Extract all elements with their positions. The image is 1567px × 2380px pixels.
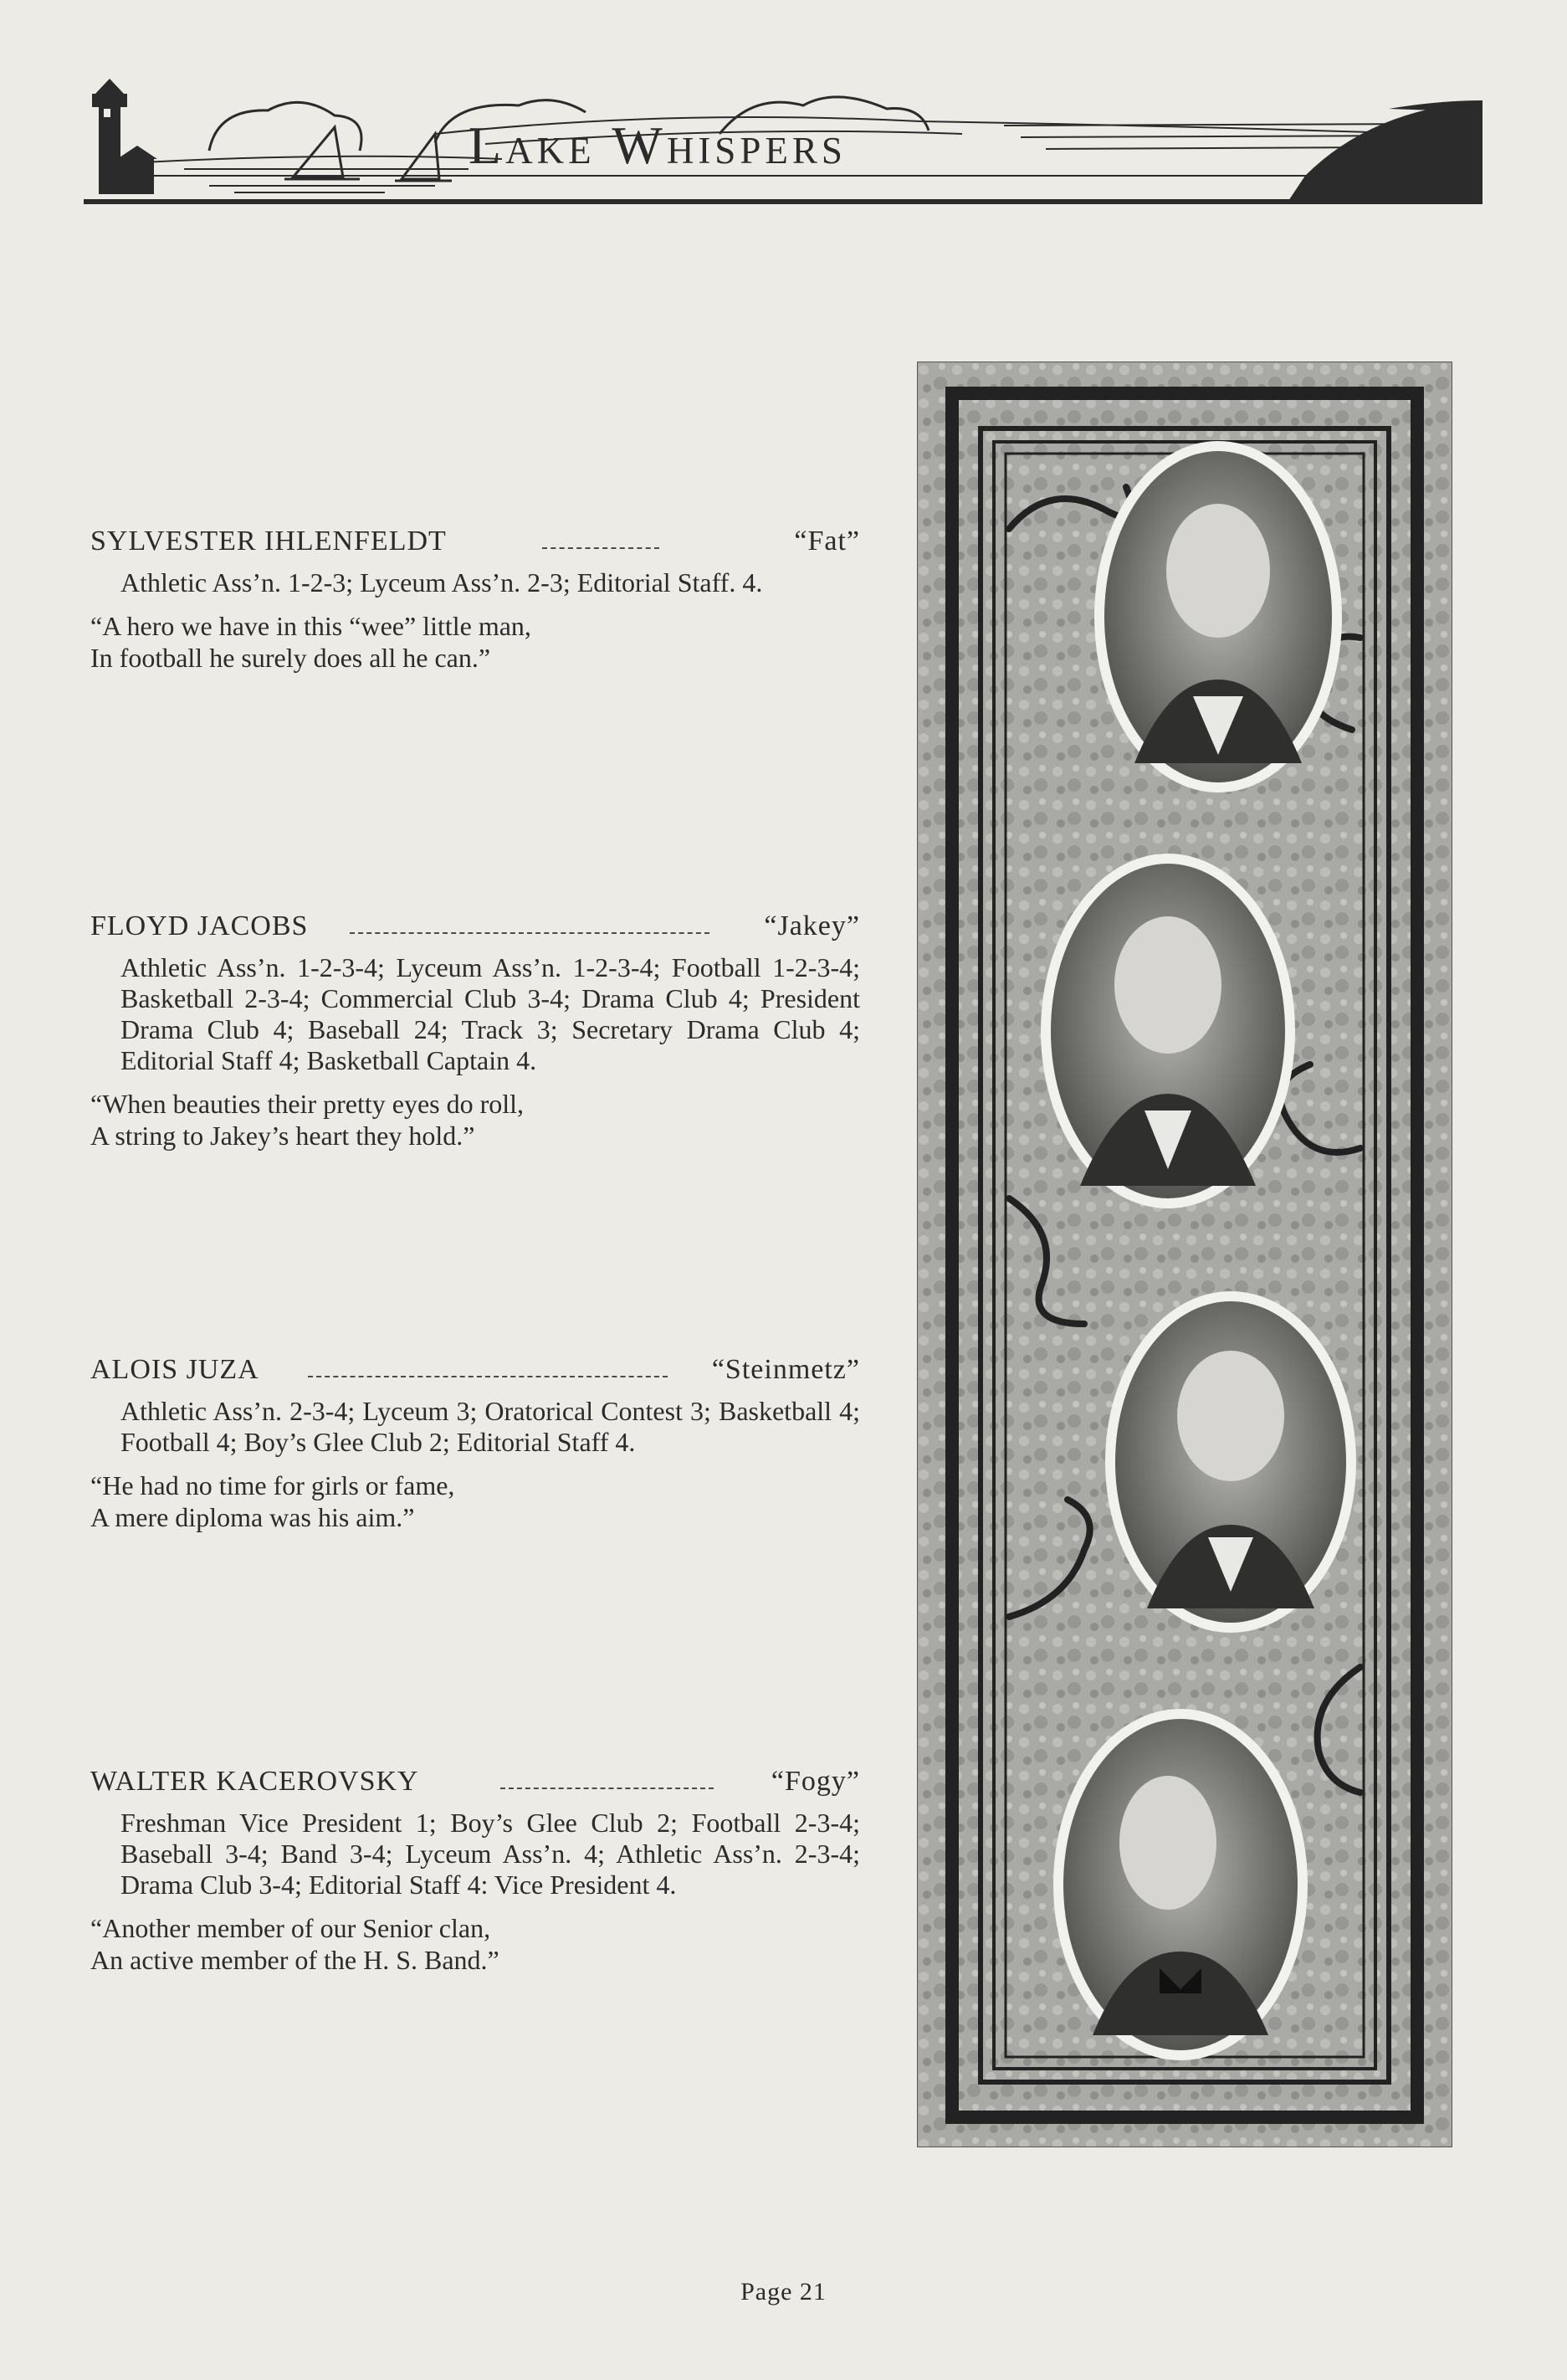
verse-line: An active member of the H. S. Band.” bbox=[90, 1945, 499, 1975]
student-nickname: “Steinmetz” bbox=[711, 1354, 860, 1385]
student-nickname: “Fat” bbox=[794, 526, 860, 557]
verse bbox=[90, 1088, 860, 1152]
student-nickname: “Fogy” bbox=[771, 1766, 860, 1797]
portrait-photo bbox=[1105, 1291, 1356, 1633]
verse-line: “He had no time for girls or fame, bbox=[90, 1470, 455, 1500]
dotted-leader bbox=[500, 1788, 714, 1789]
activity-record: Athletic Ass’n. 1-2-3-4; Lyceum Ass’n. 1-2-3-4; Football 1-2-3-4; Basketball 2-3-4; Commercial Club 3-4; Drama Club 4; President Drama Club 4; Baseball 24; Track 3; Secretary Drama Club 4; Editorial Staff 4; Basketball Captain 4. bbox=[120, 952, 860, 1075]
student-entry bbox=[90, 1351, 860, 1533]
verse-line: “When beauties their pretty eyes do roll, bbox=[90, 1089, 525, 1119]
sailboat-icon bbox=[284, 127, 360, 179]
portrait-photo bbox=[1041, 854, 1295, 1208]
dotted-leader bbox=[308, 1376, 668, 1377]
verse bbox=[90, 1470, 860, 1533]
banner-title: Lake Whispers bbox=[469, 115, 847, 175]
dotted-leader bbox=[350, 932, 709, 934]
page-number: Page 21 bbox=[740, 2278, 827, 2306]
verse bbox=[90, 610, 860, 674]
student-entry bbox=[90, 1762, 860, 1976]
verse-line: In football he surely does all he can.” bbox=[90, 643, 491, 673]
student-nickname: “Jakey” bbox=[764, 910, 860, 941]
activity-record: Freshman Vice President 1; Boy’s Glee Club 2; Football 2-3-4; Baseball 3-4; Band 3-4; Lyceum Ass’n. 4; Athletic Ass’n. 2-3-4; Drama Club 3-4; Editorial Staff 4: Vice President 4. bbox=[120, 1808, 860, 1900]
verse-line: “A hero we have in this “wee” little man, bbox=[90, 611, 531, 641]
student-entry bbox=[90, 907, 860, 1152]
portrait-photo bbox=[1053, 1709, 1308, 2060]
verse-line: “Another member of our Senior clan, bbox=[90, 1913, 491, 1943]
student-name: SYLVESTER IHLENFELDT bbox=[90, 526, 447, 557]
student-name: FLOYD JACOBS bbox=[90, 910, 309, 941]
verse-line: A string to Jakey’s heart they hold.” bbox=[90, 1121, 475, 1151]
dotted-leader bbox=[542, 547, 659, 549]
verse bbox=[90, 1912, 860, 1976]
activity-record: Athletic Ass’n. 1-2-3; Lyceum Ass’n. 2-3; Editorial Staff. 4. bbox=[120, 567, 763, 598]
lighthouse-icon bbox=[92, 79, 157, 194]
student-name: WALTER KACEROVSKY bbox=[90, 1766, 419, 1797]
student-entry bbox=[90, 522, 860, 674]
headland-icon bbox=[1288, 100, 1483, 201]
verse-line: A mere diploma was his aim.” bbox=[90, 1502, 415, 1532]
activity-record: Athletic Ass’n. 2-3-4; Lyceum 3; Oratorical Contest 3; Basketball 4; Football 4; Boy’s Glee Club 2; Editorial Staff 4. bbox=[120, 1396, 860, 1457]
portrait-photo bbox=[1094, 441, 1342, 792]
photo-panel bbox=[917, 362, 1452, 2147]
student-name: ALOIS JUZA bbox=[90, 1354, 259, 1385]
